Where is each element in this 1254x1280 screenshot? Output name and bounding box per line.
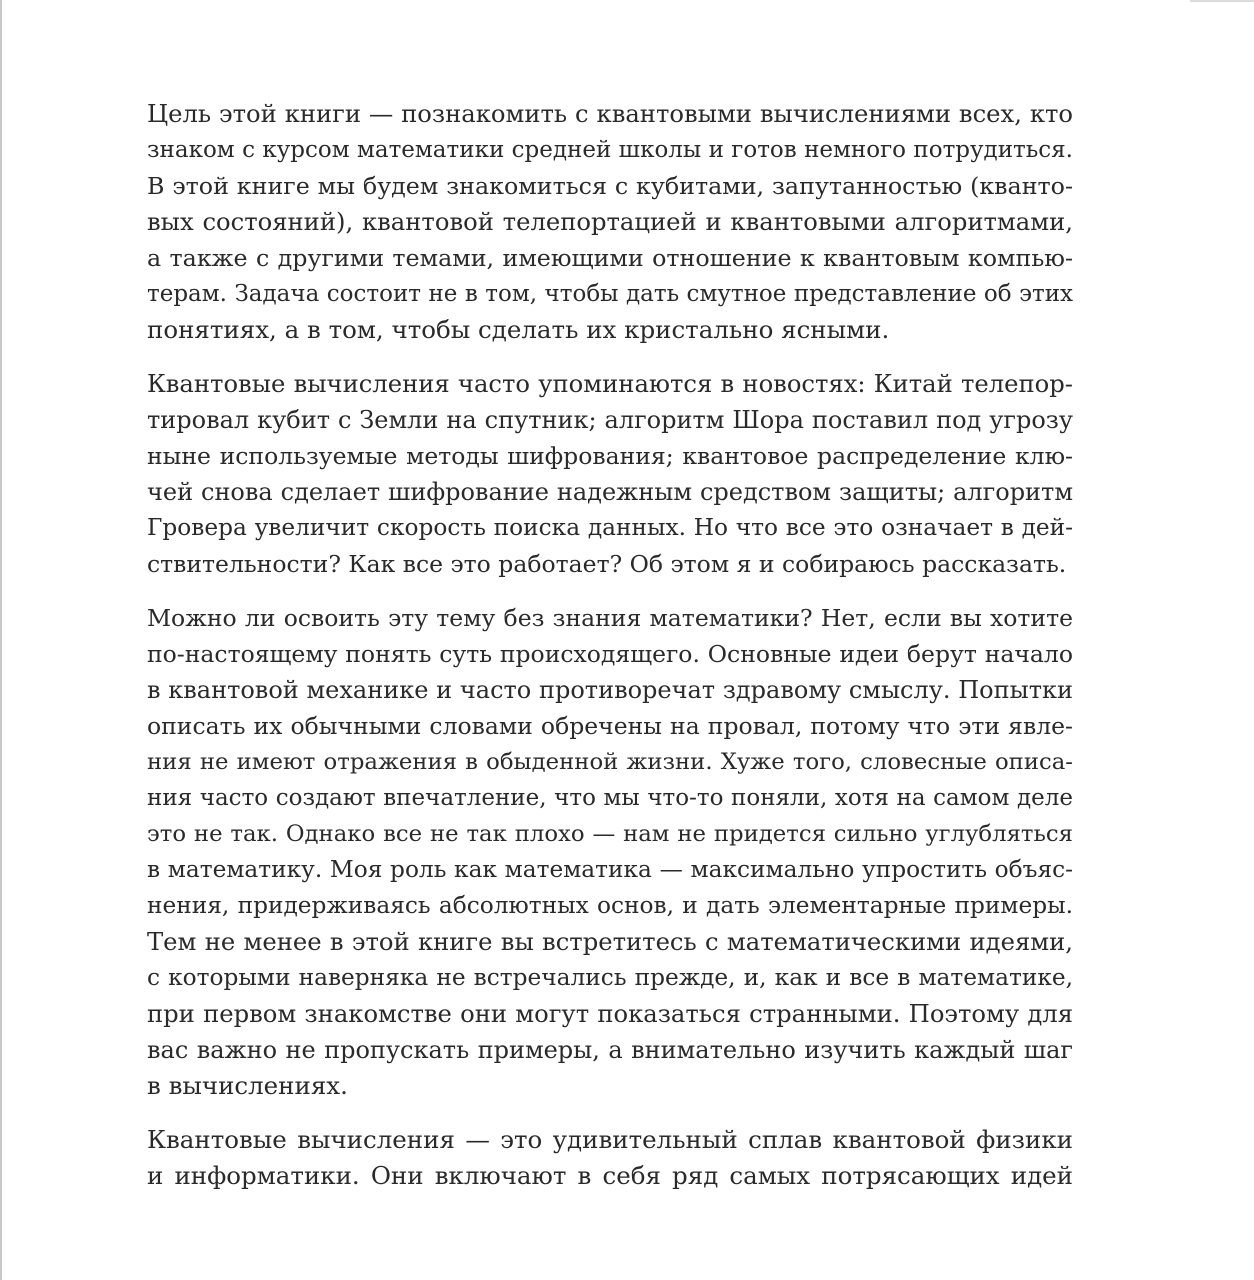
text-line: ныне используемые методы шифрования; квантовое распределение клю-: [147, 442, 1073, 470]
text-line: вас важно не пропускать примеры, а внимательно изучить каждый шаг: [147, 1036, 1073, 1064]
text-line: нения, придерживаясь абсолютных основ, и дать элементарные примеры.: [147, 892, 1073, 919]
paragraph-fusion: [147, 1122, 1073, 1194]
page-corner-mark: [1190, 0, 1254, 2]
text-line: знаком с курсом математики средней школы и готов немного потрудиться.: [147, 137, 1073, 163]
text-line: описать их обычными словами обречены на провал, потому что эти явле-: [147, 712, 1073, 740]
text-line: Цель этой книги — познакомить с квантовыми вычислениями всех, кто: [147, 99, 1073, 128]
text-line: терам. Задача состоит не в том, чтобы дать смутное представление об этих: [147, 281, 1073, 307]
text-line: и информатики. Они включают в себя ряд самых потрясающих идей: [147, 1161, 1073, 1190]
text-line: с которыми наверняка не встречались прежде, и, как и все в математике,: [147, 964, 1073, 991]
text-line: ния не имеют отражения в обыденной жизни. Хуже того, словесные описа-: [147, 749, 1073, 775]
text-line: это не так. Однако все не так плохо — нам не придется сильно углубляться: [147, 821, 1073, 847]
paragraph-news: [147, 366, 1073, 582]
text-line: по-настоящему понять суть происходящего. Основные идеи берут начало: [147, 640, 1073, 668]
text-line: в вычислениях.: [147, 1071, 348, 1100]
text-line: Квантовые вычисления часто упоминаются в новостях: Китай телепор-: [147, 369, 1073, 398]
paragraph-math: [147, 600, 1073, 1104]
text-line: Тем не менее в этой книге вы встретитесь с математическими идеями,: [147, 927, 1073, 956]
page-edge-rule: [0, 0, 2, 1280]
text-line: в квантовой механике и часто противоречат здравому смыслу. Попытки: [147, 676, 1073, 704]
text-line: понятиях, а в том, чтобы сделать их кристально ясными.: [147, 315, 890, 344]
text-line: ствительности? Как все это работает? Об этом я и собираюсь рассказать.: [147, 550, 1067, 578]
text-line: в математику. Моя роль как математика — максимально упростить объяс-: [147, 856, 1073, 883]
text-line: Можно ли освоить эту тему без знания математики? Нет, если вы хотите: [147, 604, 1073, 632]
text-line: вых состояний), квантовой телепортацией и квантовыми алгоритмами,: [147, 207, 1073, 236]
text-line: тировал кубит с Земли на спутник; алгоритм Шора поставил под угрозу: [147, 406, 1073, 434]
text-line: Гровера увеличит скорость поиска данных. Но что все это означает в дей-: [147, 514, 1073, 541]
text-line: чей снова сделает шифрование надежным средством защиты; алгоритм: [147, 478, 1073, 506]
text-line: а также с другими темами, имеющими отношение к квантовым компью-: [147, 244, 1073, 272]
document-body: [147, 96, 1073, 1212]
text-line: Квантовые вычисления — это удивительный сплав квантовой физики: [147, 1125, 1073, 1154]
text-line: В этой книге мы будем знакомиться с кубитами, запутанностью (кванто-: [147, 172, 1073, 200]
text-line: при первом знакомстве они могут показаться странными. Поэтому для: [147, 999, 1073, 1028]
paragraph-intro: [147, 96, 1073, 348]
text-line: ния часто создают впечатление, что мы что-то поняли, хотя на самом деле: [147, 785, 1073, 811]
